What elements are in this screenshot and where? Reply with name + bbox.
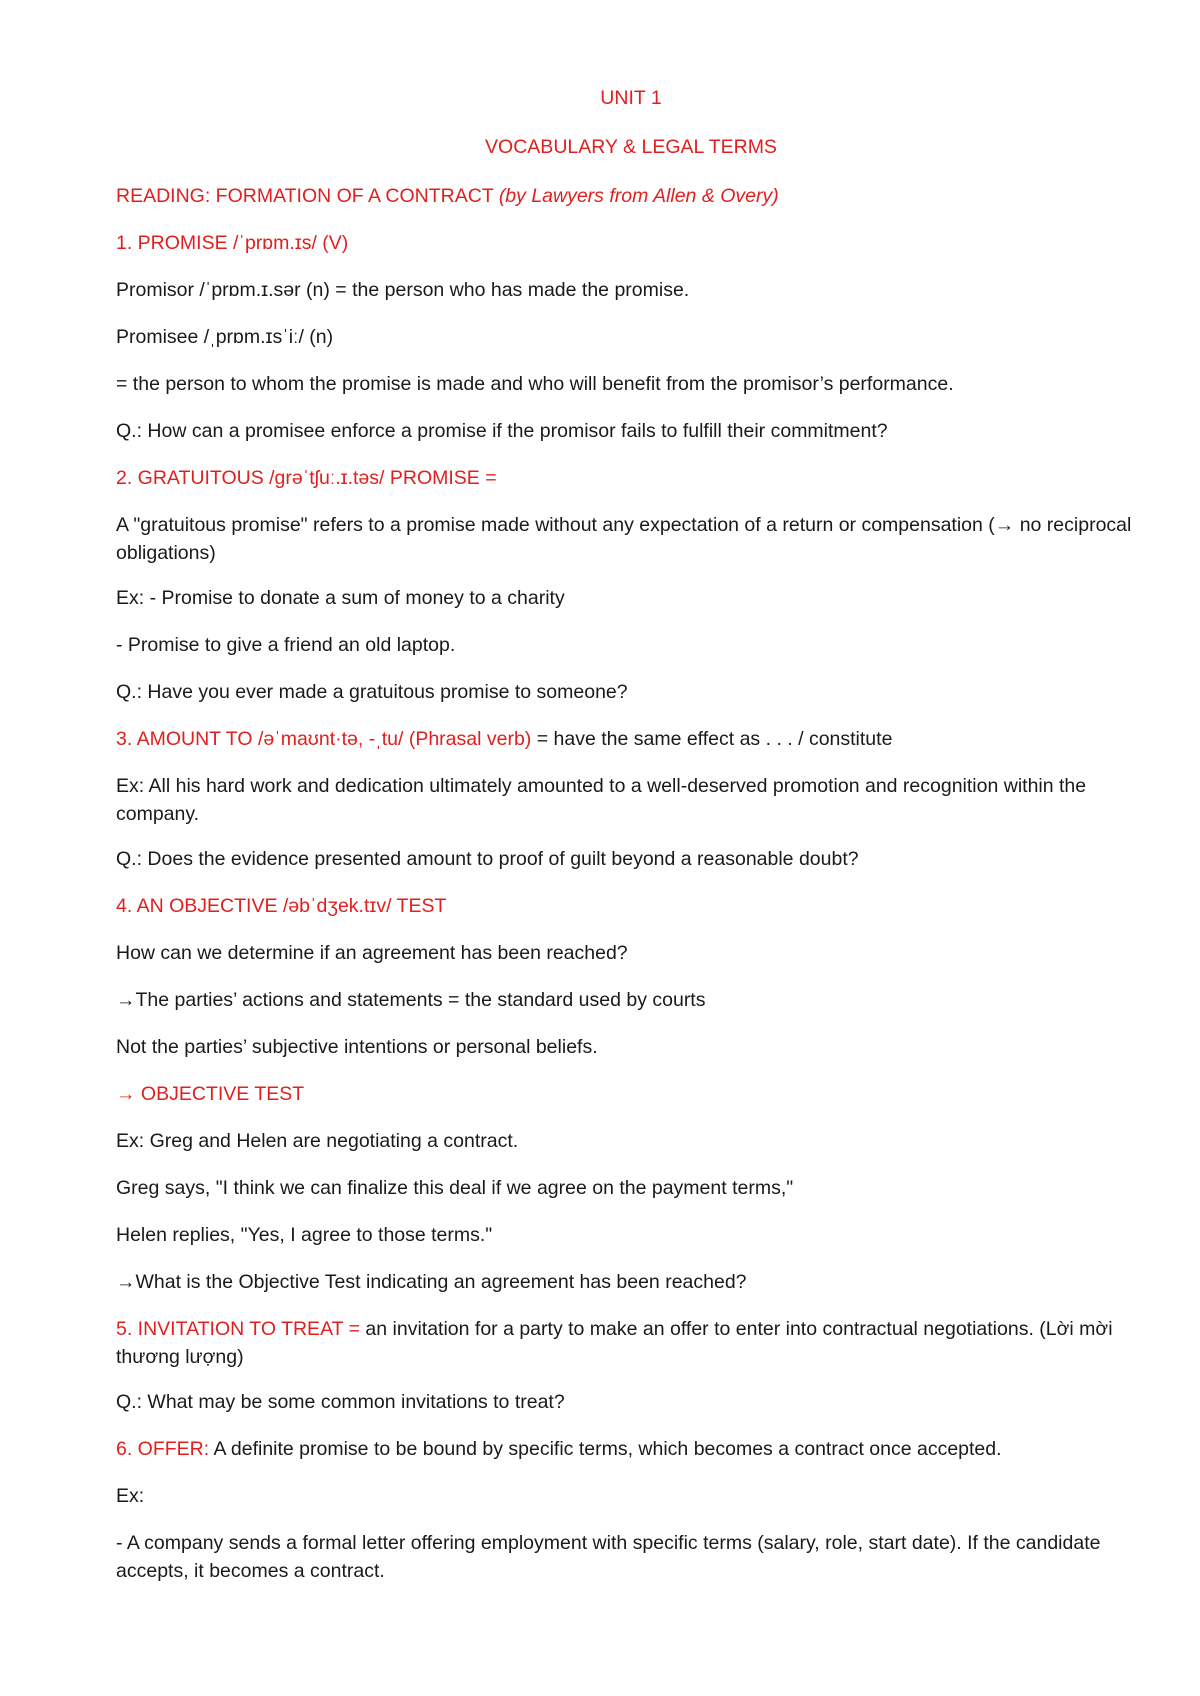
term2-heading: 2. GRATUITOUS /ɡrəˈtʃuː.ɪ.təs/ PROMISE = [116,467,497,489]
term2-definition: A "gratuitous promise" refers to a promise made without any expectation of a return or compensation (→ no reciprocal obligations) [116,514,1132,564]
term1-promisee: Promisee /ˌprɒm.ɪsˈiː/ (n) [116,326,334,348]
term4-line1: How can we determine if an agreement has been reached? [116,942,628,964]
term4-line3: Not the parties’ subjective intentions or personal beliefs. [116,1036,598,1058]
reading-source: (by Lawyers from Allen & Overy) [498,185,779,207]
term5-question: Q.: What may be some common invitations to treat? [116,1391,565,1413]
term5-definition: an invitation for a party to make an offer to enter into contractual negotiations. (Lời mời thương lượng) [116,1318,1113,1368]
term6-definition: A definite promise to be bound by specific terms, which becomes a contract once accepted. [209,1438,1002,1460]
term5-heading: 5. INVITATION TO TREAT = [116,1318,360,1340]
term3-heading: 3. AMOUNT TO /əˈmaʊnt·tə, -ˌtu/ (Phrasal verb) [116,728,532,750]
term6-example1: - A company sends a formal letter offering employment with specific terms (salary, role, start date). If the candidate accepts, it becomes a contract. [116,1532,1101,1582]
term3-definition: = have the same effect as . . . / constitute [531,728,893,750]
term3-question: Q.: Does the evidence presented amount to proof of guilt beyond a reasonable doubt? [116,848,859,870]
reading-label: READING: FORMATION OF A CONTRACT [116,185,494,207]
term4-heading: 4. AN OBJECTIVE /əbˈdʒek.tɪv/ TEST [116,895,447,917]
term2-example2: - Promise to give a friend an old laptop. [116,634,456,656]
term6-example-label: Ex: [116,1485,145,1507]
term6-heading-line [116,1435,1146,1463]
term2-example1: Ex: - Promise to donate a sum of money to a charity [116,587,565,609]
term1-question: Q.: How can a promisee enforce a promise if the promisor fails to fulfill their commitment? [116,420,888,442]
document-body [116,84,1146,1602]
term4-example2: Greg says, "I think we can finalize this deal if we agree on the payment terms," [116,1177,794,1199]
term3-example: Ex: All his hard work and dedication ultimately amounted to a well-deserved promotion and recognition within the company. [116,775,1087,825]
term4-subheading: → OBJECTIVE TEST [116,1083,305,1105]
term4-example1: Ex: Greg and Helen are negotiating a contract. [116,1130,519,1152]
section-title: VOCABULARY & LEGAL TERMS [485,136,777,158]
term3-heading-line [116,725,1146,753]
term1-promisee-definition: = the person to whom the promise is made and who will benefit from the promisor’s performance. [116,373,954,395]
reading-heading [116,182,1146,210]
term5-heading-line [116,1315,1146,1371]
term4-line2: →The parties’ actions and statements = the standard used by courts [116,989,706,1011]
term2-question: Q.: Have you ever made a gratuitous promise to someone? [116,681,628,703]
term4-question: →What is the Objective Test indicating an agreement has been reached? [116,1271,747,1293]
term6-heading: 6. OFFER: [116,1438,210,1460]
term4-example3: Helen replies, "Yes, I agree to those terms." [116,1224,493,1246]
term1-heading: 1. PROMISE /ˈprɒm.ɪs/ (V) [116,232,349,254]
unit-title: UNIT 1 [600,87,662,109]
term1-promisor: Promisor /ˈprɒm.ɪ.sər (n) = the person who has made the promise. [116,279,690,301]
